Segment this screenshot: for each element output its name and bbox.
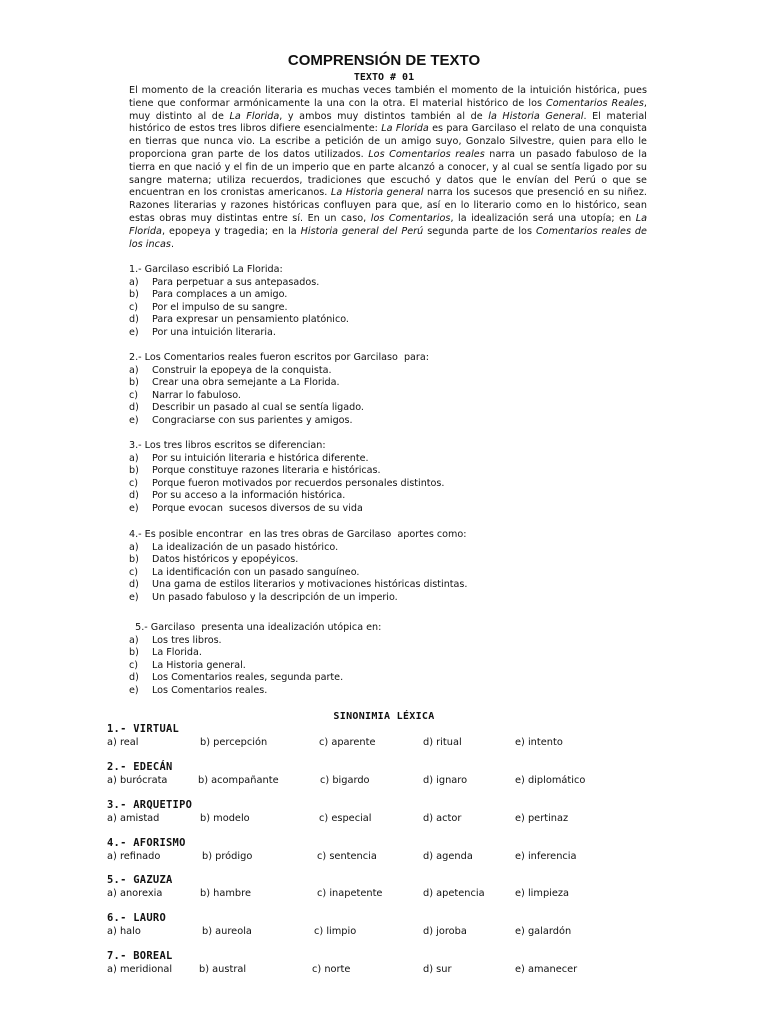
option-letter: e): [129, 326, 139, 338]
answer-option: [129, 302, 669, 315]
synonym-options-row: [107, 737, 667, 751]
synonym-option: c) inapetente: [317, 888, 383, 899]
option-letter: c): [129, 566, 139, 578]
synonym-option: d) sur: [423, 964, 452, 975]
synonym-item-7: [107, 950, 667, 978]
passage-text-run: , la idealización será una utopía; en: [450, 212, 636, 224]
option-text: Por su acceso a la información histórica.: [152, 490, 346, 502]
synonym-keyword: 6.- LAURO: [107, 912, 167, 924]
synonym-option: a) real: [107, 737, 139, 748]
answer-option: [129, 647, 669, 660]
synonym-option: a) halo: [107, 926, 141, 937]
synonym-option: b) pródigo: [202, 851, 253, 862]
option-letter: c): [129, 301, 139, 313]
answer-option: [129, 415, 669, 428]
option-letter: a): [129, 452, 139, 464]
passage-text-run: . El material histórico de estos tres libros difiere esencialmente:: [129, 110, 647, 135]
italic-title-run: la Historia General: [488, 110, 584, 122]
answer-option: [129, 554, 669, 567]
option-text: Por su intuición literaria e histórica diferente.: [152, 452, 369, 464]
synonym-option: d) agenda: [423, 851, 473, 862]
option-letter: e): [129, 684, 139, 696]
passage-text-run: segunda parte de los: [423, 225, 536, 237]
answer-option: [129, 277, 669, 290]
italic-title-run: La Historia general: [330, 187, 424, 199]
synonym-option: b) austral: [199, 964, 247, 975]
option-text: Por una intuición literaria.: [152, 326, 276, 338]
answer-option: [129, 365, 669, 378]
synonym-option: e) diplomático: [515, 775, 586, 786]
synonym-keyword: 5.- GAZUZA: [107, 874, 173, 886]
option-letter: d): [129, 672, 139, 684]
option-letter: c): [129, 389, 139, 401]
synonym-option: e) limpieza: [515, 888, 570, 899]
option-text: Una gama de estilos literarios y motivaciones históricas distintas.: [152, 579, 468, 591]
synonym-option: e) galardón: [515, 926, 572, 937]
sinonimia-heading: SINONIMIA LÉXICA: [333, 711, 435, 722]
option-letter: b): [129, 377, 139, 389]
option-text: Porque constituye razones literaria e históricas.: [152, 465, 381, 477]
answer-option: [129, 478, 669, 491]
synonym-option: b) aureola: [202, 926, 252, 937]
passage-text-run: , y ambos muy distintos también al de: [279, 110, 489, 122]
answer-option: [129, 542, 669, 555]
passage-text-run: El momento de la creación literaria es muchas veces también el momento de la intuición histórica, pues tiene que conformar armónicamente la una con la otra. El material histórico de los: [129, 85, 647, 109]
option-text: Datos históricos y epopéyicos.: [152, 554, 299, 566]
answer-option: [129, 289, 669, 302]
italic-title-run: La Florida: [229, 110, 280, 122]
question-stem: 1.- Garcilaso escribió La Florida:: [129, 264, 283, 275]
option-text: La idealización de un pasado histórico.: [152, 541, 339, 553]
question-stem: 4.- Es posible encontrar en las tres obras de Garcilaso aportes como:: [129, 529, 467, 540]
option-text: Los Comentarios reales.: [152, 684, 268, 696]
synonym-item-4: [107, 837, 667, 865]
option-text: Describir un pasado al cual se sentía ligado.: [152, 402, 364, 414]
option-text: La identificación con un pasado sanguíneo.: [152, 566, 360, 578]
italic-title-run: La Florida: [381, 123, 429, 135]
answer-option: [129, 314, 669, 327]
answer-option: [129, 402, 669, 415]
synonym-option: c) bigardo: [320, 775, 370, 786]
option-text: Para expresar un pensamiento platónico.: [152, 314, 349, 326]
italic-title-run: Comentarios reales de los incas: [129, 225, 648, 250]
synonym-options-row: [107, 888, 667, 902]
option-letter: b): [129, 289, 139, 301]
synonym-option: e) intento: [515, 737, 563, 748]
synonym-item-3: [107, 799, 667, 827]
question-stem: 5.- Garcilaso presenta una idealización utópica en:: [129, 622, 382, 633]
reading-passage: [129, 85, 647, 251]
passage-text-run: narra un pasado fabuloso de la tierra en que nació y el fin de un imperio que en parte alcanzó a conocer, y al cual se sentía ligado por su sangre materna; utiliza recuerdos, tradiciones que escuchó y datos que le envían del Perú o que se encuentran en los cronistas americanos.: [129, 148, 648, 199]
synonym-option: d) ritual: [423, 737, 462, 748]
synonym-options-row: [107, 851, 667, 865]
synonym-options-row: [107, 775, 667, 789]
answer-option: [129, 327, 669, 340]
passage-text-run: es para Garcilaso el relato de una conquista en tierras que nunca vio. La escribe a petición de un amigo suyo, Gonzalo Silvestre, quien para ello le proporciona gran parte de los datos utilizados.: [129, 123, 648, 160]
document-title: COMPRENSIÓN DE TEXTO: [287, 52, 481, 69]
synonym-keyword: 3.- ARQUETIPO: [107, 799, 193, 811]
answer-option: [129, 567, 669, 580]
option-text: Crear una obra semejante a La Florida.: [152, 377, 340, 389]
synonym-item-2: [107, 761, 667, 789]
synonym-option: d) actor: [423, 813, 462, 824]
question-2: [129, 352, 669, 428]
option-text: Para perpetuar a sus antepasados.: [152, 276, 320, 288]
option-letter: c): [129, 659, 139, 671]
option-text: La Historia general.: [152, 659, 246, 671]
option-letter: e): [129, 502, 139, 514]
option-letter: d): [129, 402, 139, 414]
question-stem: 2.- Los Comentarios reales fueron escritos por Garcilaso para:: [129, 352, 429, 363]
option-letter: c): [129, 477, 139, 489]
italic-title-run: Los Comentarios reales: [368, 148, 485, 160]
option-letter: a): [129, 276, 139, 288]
answer-option: [129, 503, 669, 516]
option-text: Los Comentarios reales, segunda parte.: [152, 672, 344, 684]
italic-title-run: los Comentarios: [370, 212, 451, 224]
option-letter: b): [129, 647, 139, 659]
passage-text-run: narra los sucesos que presenció en su niñez. Razones literarias y razones históricas confluyen para que, así en lo literario como en lo histórico, sean estas obras muy distintas entre sí. En un caso,: [129, 187, 648, 224]
synonym-option: a) refinado: [107, 851, 161, 862]
question-1: [129, 264, 669, 340]
answer-option: [129, 465, 669, 478]
answer-option: [129, 490, 669, 503]
question-stem: 3.- Los tres libros escritos se diferencian:: [129, 440, 326, 451]
synonym-option: a) amistad: [107, 813, 160, 824]
option-text: Congraciarse con sus parientes y amigos.: [152, 414, 353, 426]
option-text: Porque fueron motivados por recuerdos personales distintos.: [152, 477, 445, 489]
option-text: Por el impulso de su sangre.: [152, 301, 288, 313]
passage-text-run: , muy distinto al de: [129, 97, 647, 122]
synonym-option: b) hambre: [200, 888, 251, 899]
synonym-option: c) limpio: [314, 926, 357, 937]
synonym-keyword: 1.- VIRTUAL: [107, 723, 180, 735]
answer-option: [129, 579, 669, 592]
italic-title-run: La Florida: [129, 212, 648, 237]
italic-title-run: Comentarios Reales: [546, 97, 644, 109]
synonym-options-row: [107, 926, 667, 940]
answer-option: [129, 592, 669, 605]
synonym-option: c) aparente: [319, 737, 376, 748]
question-4: [129, 529, 669, 605]
passage-text-run: .: [170, 238, 175, 250]
answer-option: [129, 685, 669, 698]
synonym-options-row: [107, 813, 667, 827]
option-text: Narrar lo fabuloso.: [152, 389, 241, 401]
option-text: Los tres libros.: [152, 634, 222, 646]
option-letter: e): [129, 591, 139, 603]
option-text: Un pasado fabuloso y la descripción de un imperio.: [152, 591, 398, 603]
text-number-heading: TEXTO # 01: [353, 72, 415, 83]
option-text: Construir la epopeya de la conquista.: [152, 364, 332, 376]
synonym-options-row: [107, 964, 667, 978]
synonym-option: d) apetencia: [423, 888, 485, 899]
synonym-option: c) especial: [319, 813, 372, 824]
synonym-item-1: [107, 723, 667, 751]
synonym-keyword: 7.- BOREAL: [107, 950, 173, 962]
option-text: La Florida.: [152, 647, 202, 659]
synonym-option: e) inferencia: [515, 851, 577, 862]
synonym-keyword: 2.- EDECÁN: [107, 761, 173, 773]
synonym-item-5: [107, 874, 667, 902]
answer-option: [129, 453, 669, 466]
synonym-option: b) modelo: [200, 813, 250, 824]
synonym-option: e) amanecer: [515, 964, 578, 975]
option-letter: d): [129, 314, 139, 326]
option-text: Porque evocan sucesos diversos de su vida: [152, 502, 363, 514]
option-text: Para complaces a un amigo.: [152, 289, 288, 301]
option-letter: a): [129, 364, 139, 376]
synonym-option: d) ignaro: [423, 775, 468, 786]
answer-option: [129, 660, 669, 673]
answer-option: [129, 390, 669, 403]
passage-text-run: , epopeya y tragedia; en la: [161, 225, 301, 237]
option-letter: d): [129, 490, 139, 502]
synonym-keyword: 4.- AFORISMO: [107, 837, 186, 849]
synonym-option: a) anorexia: [107, 888, 163, 899]
synonym-item-6: [107, 912, 667, 940]
option-letter: a): [129, 541, 139, 553]
option-letter: d): [129, 579, 139, 591]
synonym-option: e) pertinaz: [515, 813, 569, 824]
option-letter: e): [129, 414, 139, 426]
answer-option: [129, 377, 669, 390]
option-letter: a): [129, 634, 139, 646]
synonym-option: c) norte: [312, 964, 351, 975]
question-5: [129, 622, 669, 698]
answer-option: [129, 635, 669, 648]
option-letter: b): [129, 465, 139, 477]
synonym-option: b) acompañante: [198, 775, 279, 786]
synonym-option: a) meridional: [107, 964, 173, 975]
answer-option: [129, 672, 669, 685]
option-letter: b): [129, 554, 139, 566]
synonym-option: c) sentencia: [317, 851, 377, 862]
italic-title-run: Historia general del Perú: [300, 225, 424, 237]
synonym-option: d) joroba: [423, 926, 467, 937]
synonym-option: a) burócrata: [107, 775, 168, 786]
synonym-option: b) percepción: [200, 737, 268, 748]
question-3: [129, 440, 669, 516]
